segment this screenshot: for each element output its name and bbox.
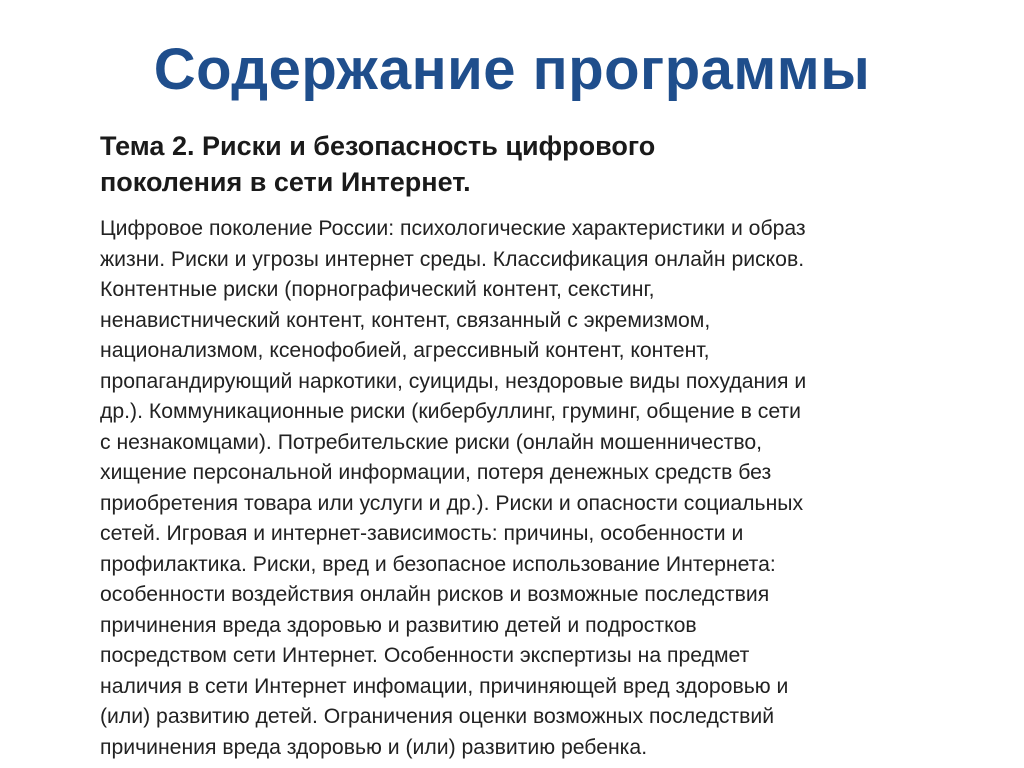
description-line: жизни. Риски и угрозы интернет среды. Классификация онлайн рисков. — [100, 247, 805, 271]
description-line: сетей. Игровая и интернет-зависимость: причины, особенности и — [100, 522, 744, 545]
description-line: пропагандирующий наркотики, суициды, нездоровые виды похудания и — [100, 369, 807, 393]
description-line: особенности воздействия онлайн рисков и возможные последствия — [100, 583, 770, 606]
topic-description — [100, 214, 972, 763]
topic-heading-line: Тема 2. Риски и безопасность цифрового — [100, 131, 656, 161]
description-line: профилактика. Риски, вред и безопасное использование Интернета: — [100, 552, 776, 576]
description-line: Цифровое поколение России: психологические характеристики и образ — [100, 217, 806, 240]
description-line: др.). Коммуникационные риски (кибербуллинг, груминг, общение в сети — [100, 400, 801, 423]
description-line: Контентные риски (порнографический контент, секстинг, — [100, 278, 655, 301]
topic-heading-line: поколения в сети Интернет. — [100, 167, 471, 197]
description-line: посредством сети Интернет. Особенности экспертизы на предмет — [100, 644, 750, 667]
topic-heading — [100, 128, 960, 200]
description-line: наличия в сети Интернет инфомации, причиняющей вред здоровью и — [100, 674, 789, 698]
slide-title: Содержание программы — [153, 37, 871, 102]
description-line: хищение персональной информации, потеря денежных средств без — [100, 461, 772, 484]
description-line: (или) развитию детей. Ограничения оценки возможных последствий — [100, 705, 775, 728]
description-line: ненавистнический контент, контент, связанный с экремизмом, — [100, 308, 711, 332]
description-line: причинения вреда здоровью и развитию детей и подростков — [100, 613, 697, 637]
description-line: с незнакомцами). Потребительские риски (онлайн мошенничество, — [100, 430, 763, 454]
description-line: национализмом, ксенофобией, агрессивный контент, контент, — [100, 339, 710, 362]
description-line: причинения вреда здоровью и (или) развитию ребенка. — [100, 735, 648, 759]
description-line: приобретения товара или услуги и др.). Риски и опасности социальных — [100, 491, 804, 515]
